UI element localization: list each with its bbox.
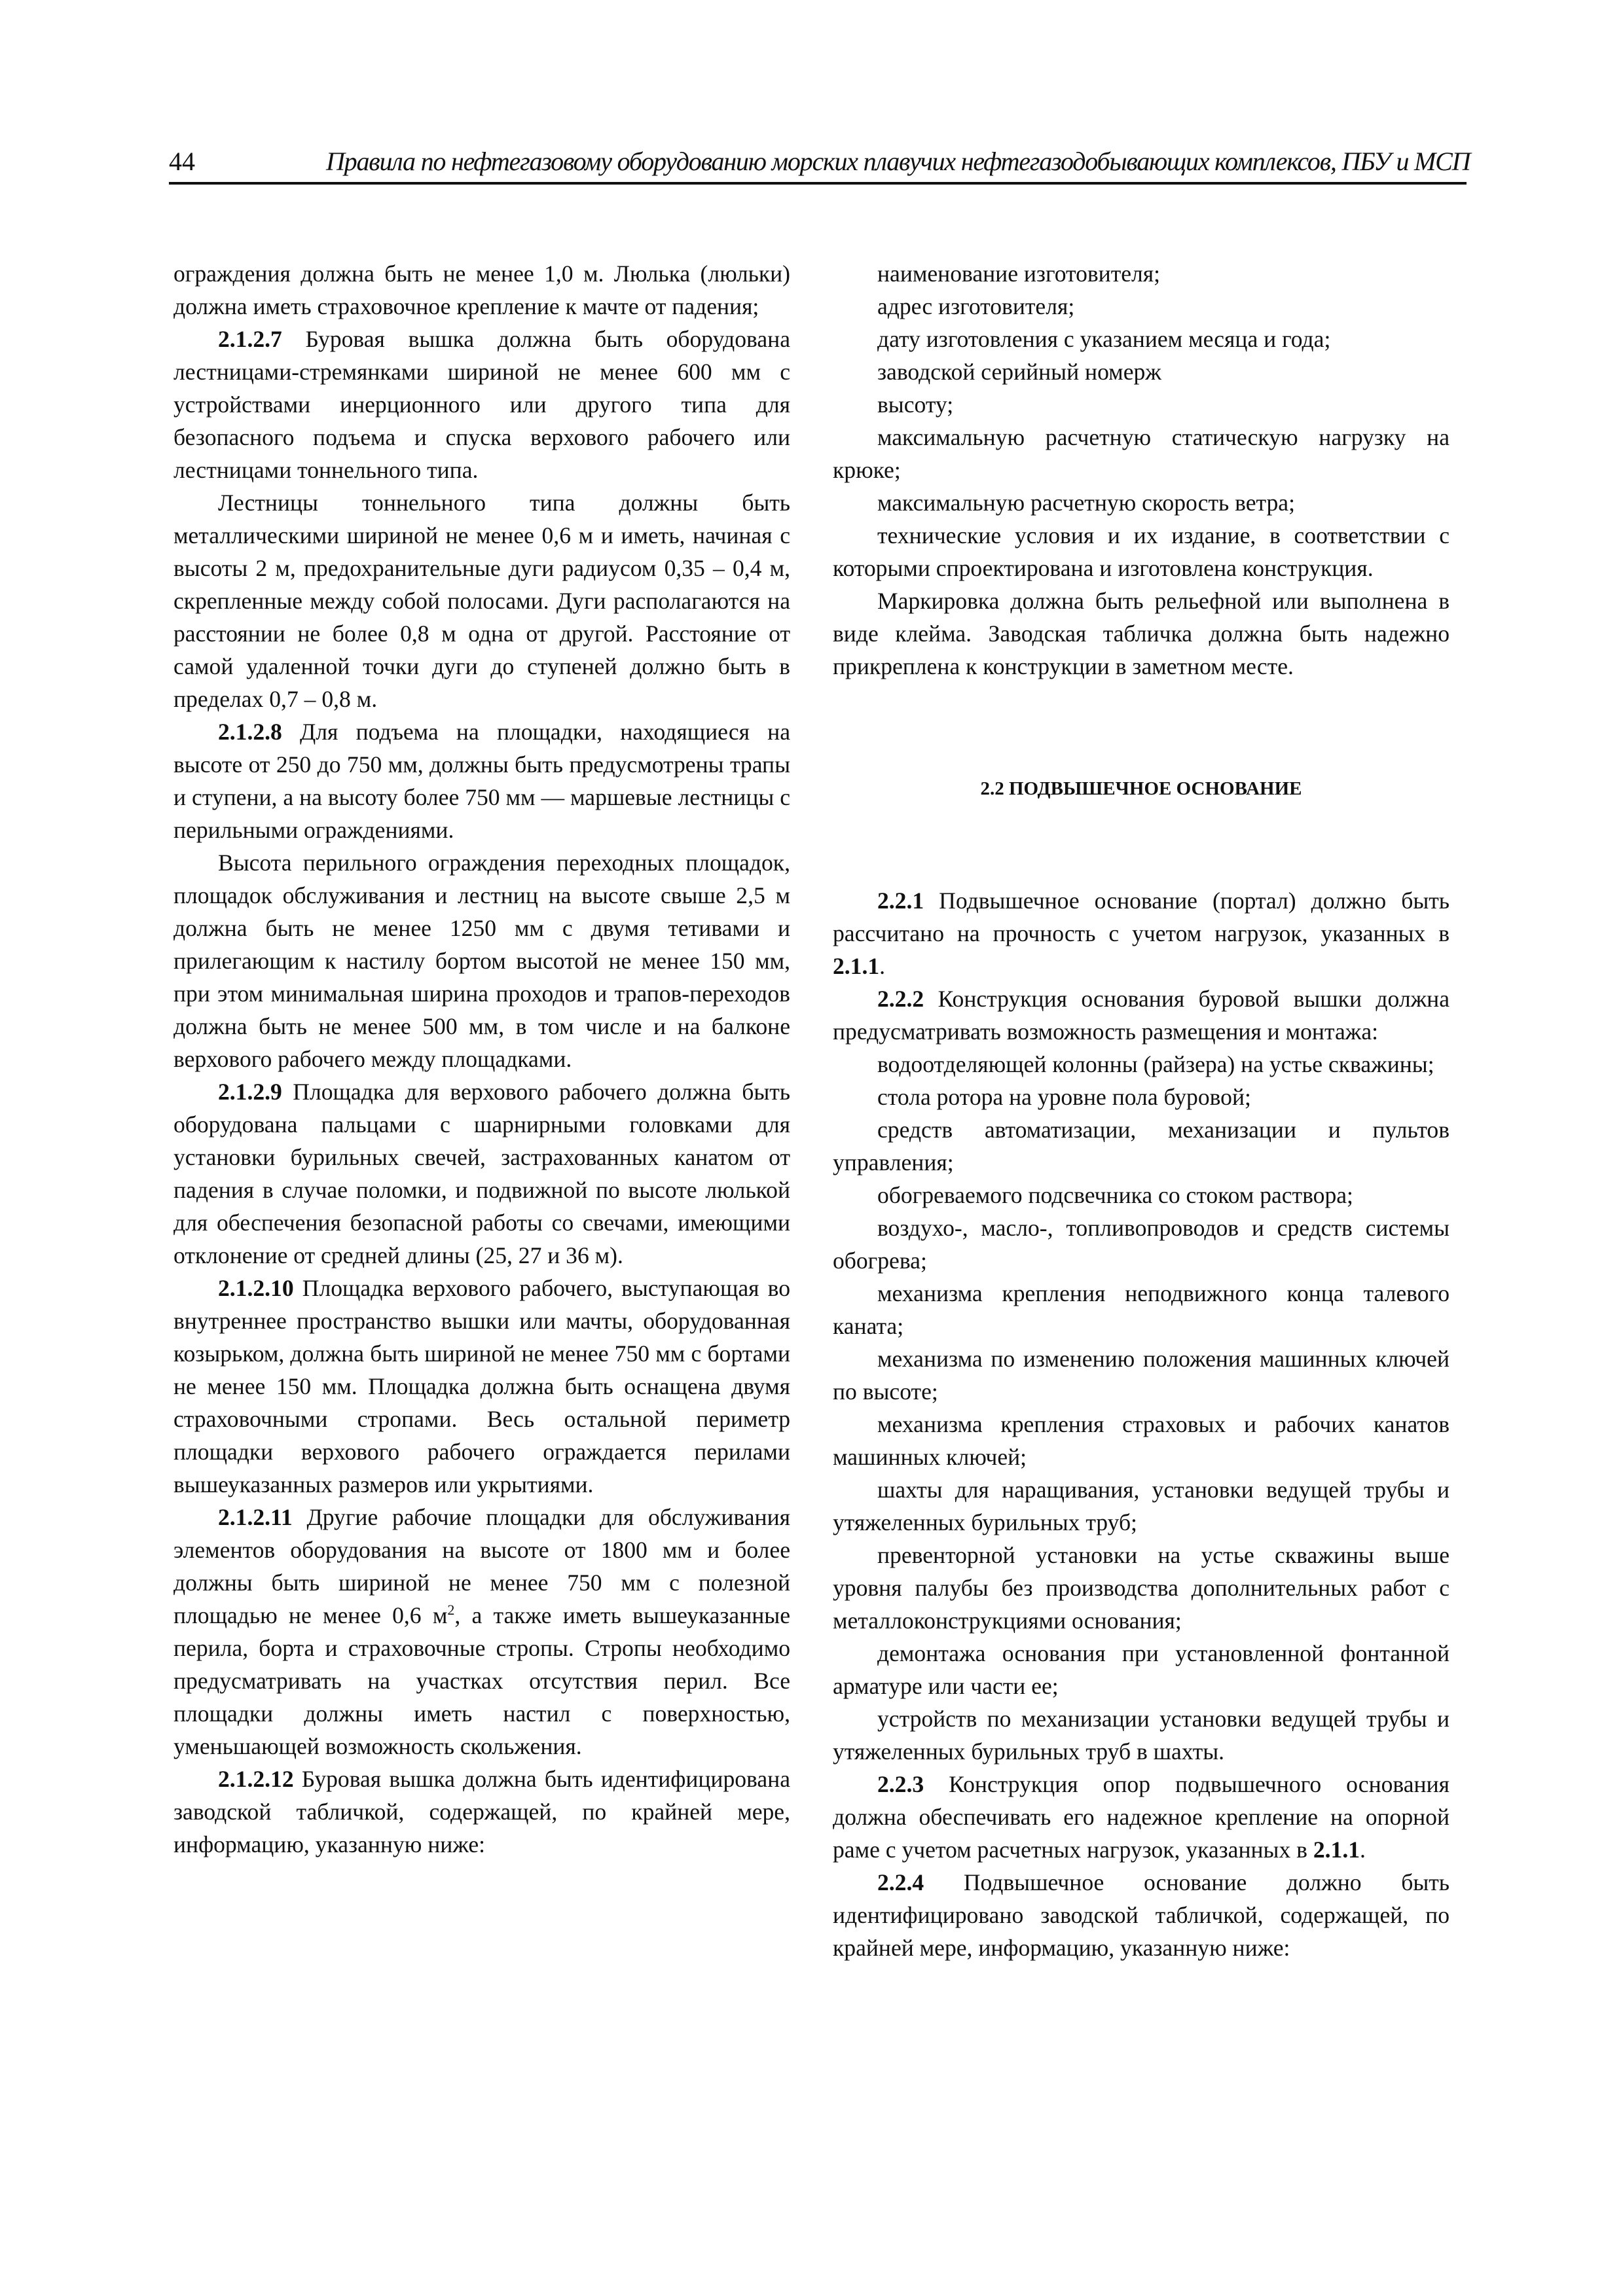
list-item: максимальную расчетную статическую нагрузку на крюке;: [833, 424, 1450, 483]
clause-text: Площадка верхового рабочего, выступающая во внутреннее пространство вышки или мачты, оборудованная козырьком, должна быть шириной не менее 750 мм с бортами не менее 150 мм. Площадка должна быть оснащена двумя страховочными стропами. Весь остальной периметр площадки верхового рабочего ограждается перилами вышеуказанных размеров или укрытиями.: [173, 1275, 790, 1498]
right-column: [833, 257, 1450, 1964]
clause-2-1-2-12: [173, 1763, 790, 1861]
clause-number: 2.2.2: [877, 986, 924, 1012]
clause-2-2-2: [833, 982, 1450, 1048]
clause-2-1-2-11: [173, 1501, 790, 1763]
clause-number: 2.1.2.10: [218, 1275, 294, 1301]
list-item: механизма крепления неподвижного конца талевого каната;: [833, 1280, 1450, 1339]
clause-text: Для подъема на площадки, находящиеся на высоте от 250 до 750 мм, должны быть предусмотрены трапы и ступени, а на высоту более 750 мм — маршевые лестницы с перильными ограждениями.: [173, 719, 790, 843]
clause-2-2-4: [833, 1866, 1450, 1964]
clause-text: .: [879, 953, 886, 979]
paragraph: Маркировка должна быть рельефной или выполнена в виде клейма. Заводская табличка должна быть надежно прикреплена к конструкции в заметном месте.: [833, 588, 1450, 679]
clause-text: Буровая вышка должна быть оборудована лестницами-стремянками шириной не менее 600 мм с устройствами инерционного или другого типа для безопасного подъема и спуска верхового рабочего или лестницами тоннельного типа.: [173, 326, 790, 483]
list-item: механизма по изменению положения машинных ключей по высоте;: [833, 1346, 1450, 1405]
clause-text: Буровая вышка должна быть идентифицирована заводской табличкой, содержащей, по крайней мере, информацию, указанную ниже:: [173, 1766, 790, 1857]
clause-reference: 2.1.1: [1313, 1837, 1360, 1863]
list-item: механизма крепления страховых и рабочих канатов машинных ключей;: [833, 1411, 1450, 1470]
identification-list: [833, 257, 1450, 584]
clause-text: , а также иметь вышеуказанные перила, борта и страховочные стропы. Стропы необходимо предусматривать на участках отсутствия перил. Все площадки должны иметь настил с поверхностью, уменьшающей возможность скольжения.: [173, 1602, 790, 1759]
header-rule: [169, 182, 1467, 185]
list-item: технические условия и их издание, в соответствии с которыми спроектирована и изготовлена конструкция.: [833, 522, 1450, 581]
paragraph: Высота перильного ограждения переходных площадок, площадок обслуживания и лестниц на высоте свыше 2,5 м должна быть не менее 1250 мм с двумя тетивами и прилегающим к настилу бортом высотой не менее 150 мм, при этом минимальная ширина проходов и трапов-переходов должна быть не менее 500 мм, в том числе и на балконе верхового рабочего между площадками.: [173, 850, 790, 1072]
superscript: 2: [447, 1602, 455, 1619]
clause-text: Площадка для верхового рабочего должна быть оборудована пальцами с шарнирными головками для установки бурильных свечей, застрахованных канатом от падения в случае поломки, и подвижной по высоте люлькой для обеспечения безопасной работы со свечами, имеющими отклонение от средней длины (25, 27 и 36 м).: [173, 1079, 790, 1268]
list-item: устройств по механизации установки ведущей трубы и утяжеленных бурильных труб в шахты.: [833, 1706, 1450, 1765]
clause-text: .: [1360, 1837, 1366, 1863]
clause-2-1-2-10: [173, 1272, 790, 1501]
page-header: [169, 145, 1470, 185]
clause-number: 2.1.2.7: [218, 326, 282, 352]
running-title: Правила по нефтегазовому оборудованию морских плавучих нефтегазодобывающих комплексов, ПБУ и МСП: [326, 147, 1470, 176]
list-item: демонтажа основания при установленной фонтанной арматуре или части ее;: [833, 1640, 1450, 1699]
clause-number: 2.2.4: [877, 1869, 924, 1895]
paragraph: ограждения должна быть не менее 1,0 м. Люлька (люльки) должна иметь страховочное крепление к мачте от падения;: [173, 260, 790, 319]
list-item: шахты для наращивания, установки ведущей трубы и утяжеленных бурильных труб;: [833, 1477, 1450, 1535]
clause-text: Конструкция основания буровой вышки должна предусматривать возможность размещения и монтажа:: [833, 986, 1450, 1045]
clause-number: 2.2.1: [877, 888, 924, 914]
clause-2-2-3: [833, 1768, 1450, 1866]
clause-2-1-2-8: [173, 715, 790, 846]
clause-number: 2.2.3: [877, 1771, 924, 1797]
list-item: дату изготовления с указанием месяца и года;: [877, 326, 1331, 352]
clause-number: 2.1.2.11: [218, 1504, 293, 1530]
list-item: обогреваемого подсвечника со стоком раствора;: [877, 1182, 1353, 1208]
list-item: заводской серийный номерж: [877, 359, 1161, 385]
section-heading: 2.2 ПОДВЫШЕЧНОЕ ОСНОВАНИЕ: [980, 778, 1302, 799]
list-item: водоотделяющей колонны (райзера) на устье скважины;: [877, 1051, 1434, 1077]
clause-number: 2.1.2.12: [218, 1766, 294, 1792]
list-item: превенторной установки на устье скважины выше уровня палубы без производства дополнительных работ с металлоконструкциями основания;: [833, 1542, 1450, 1634]
list-item: воздухо-, масло-, топливопроводов и средств системы обогрева;: [833, 1215, 1450, 1274]
clause-text: Подвышечное основание должно быть идентифицировано заводской табличкой, содержащей, по крайней мере, информацию, указанную ниже:: [833, 1869, 1450, 1961]
left-column: [173, 257, 790, 1861]
list-item: наименование изготовителя;: [877, 260, 1161, 287]
list-item: адрес изготовителя;: [877, 293, 1075, 319]
paragraph: Лестницы тоннельного типа должны быть металлическими шириной не менее 0,6 м и иметь, начиная с высоты 2 м, предохранительные дуги радиусом 0,35 – 0,4 м, скрепленные между собой полосами. Дуги располагаются на расстоянии не более 0,8 м одна от другой. Расстояние от самой удаленной точки дуги до ступеней должно быть в пределах 0,7 – 0,8 м.: [173, 490, 790, 712]
clause-text: Подвышечное основание (портал) должно быть рассчитано на прочность с учетом нагрузок, указанных в: [833, 888, 1450, 946]
list-item: максимальную расчетную скорость ветра;: [877, 490, 1295, 516]
clause-text: Конструкция опор подвышечного основания должна обеспечивать его надежное крепление на опорной раме с учетом расчетных нагрузок, указанных в: [833, 1771, 1450, 1863]
clause-number: 2.1.2.8: [218, 719, 282, 745]
page-number: 44: [169, 147, 195, 176]
list-item: стола ротора на уровне пола буровой;: [877, 1084, 1251, 1110]
list-item: средств автоматизации, механизации и пультов управления;: [833, 1117, 1450, 1175]
installation-list: [833, 1048, 1450, 1768]
clause-text: Другие рабочие площадки для обслуживания элементов оборудования на высоте от 1800 мм и более должны быть шириной не менее 750 мм с полезной площадью не менее 0,6 м: [173, 1504, 790, 1628]
clause-2-1-2-7: [173, 323, 790, 486]
section-heading-block: [833, 693, 1450, 884]
clause-2-1-2-9: [173, 1075, 790, 1272]
list-item: высоту;: [877, 391, 954, 418]
clause-number: 2.1.2.9: [218, 1079, 282, 1105]
clause-2-2-1: [833, 884, 1450, 982]
clause-reference: 2.1.1: [833, 953, 880, 979]
